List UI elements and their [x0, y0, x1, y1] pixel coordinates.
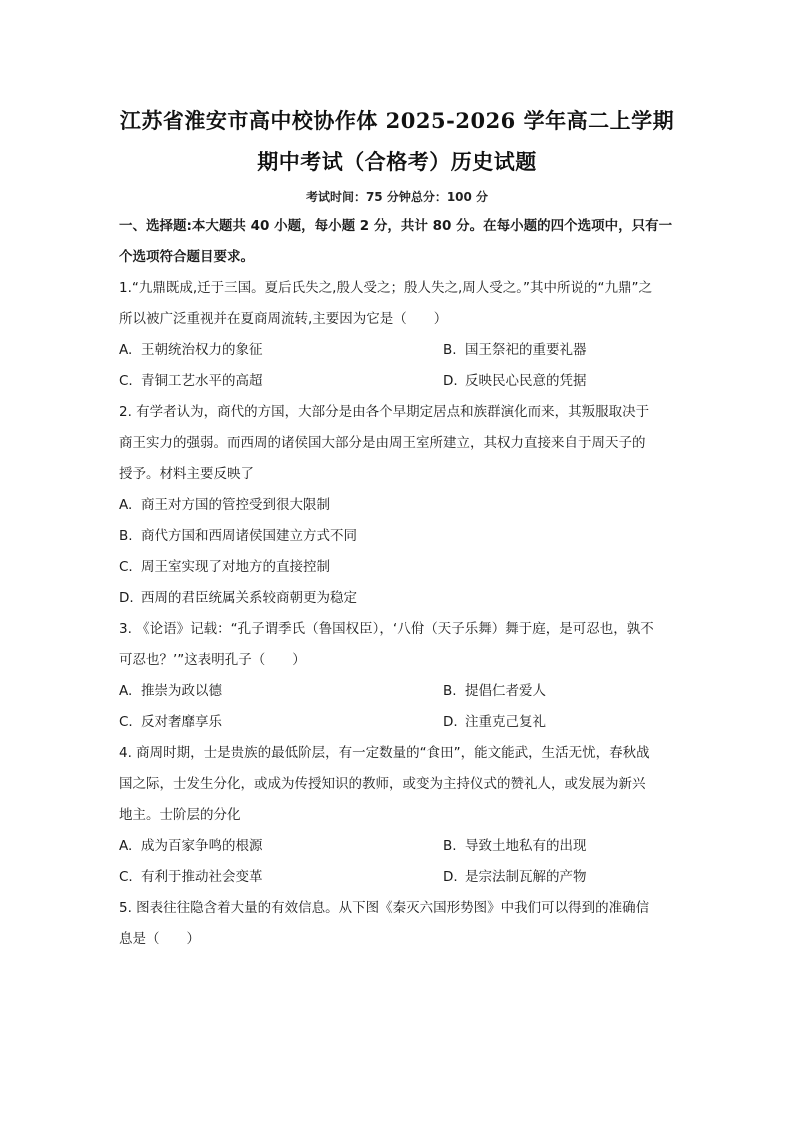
option-letter: B. — [119, 528, 133, 544]
question-3 — [119, 614, 679, 738]
option-text: 注重克己复礼 — [465, 714, 546, 730]
question-stem-line: 5. 图表往往隐含着大量的有效信息。从下图《秦灭六国形势图》中我们可以得到的准确信 — [119, 900, 650, 916]
option-text: 成为百家争鸣的根源 — [141, 838, 263, 854]
question-stem-line: 所以被广泛重视并在夏商周流转,主要因为它是（ ） — [119, 311, 448, 327]
question-stem-line: 1.“九鼎既成,迁于三国。夏后氏失之,殷人受之；殷人失之,周人受之。”其中所说的“九鼎”之 — [119, 280, 652, 296]
question-stem-line: 可忍也？’”这表明孔子（ ） — [119, 652, 306, 668]
option-letter: A. — [119, 838, 133, 854]
option-letter: D. — [119, 590, 134, 606]
option-text: 提倡仁者爱人 — [465, 683, 546, 699]
question-5 — [119, 893, 679, 955]
question-stem-line: 3. 《论语》记载：“孔子谓季氏（鲁国权臣），‘八佾（天子乐舞）舞于庭，是可忍也，孰不 — [119, 621, 654, 637]
option-d[interactable] — [443, 366, 587, 397]
option-letter: B. — [443, 683, 457, 699]
option-letter: C. — [119, 559, 133, 575]
option-letter: D. — [443, 373, 458, 389]
exam-title-line1: 江苏省淮安市高中校协作体 2025-2026 学年高二上学期 — [119, 108, 675, 133]
option-text: 推崇为政以德 — [141, 683, 222, 699]
option-text: 导致土地私有的出现 — [465, 838, 587, 854]
question-stem-line: 授予。材料主要反映了 — [119, 466, 254, 482]
option-a[interactable] — [119, 831, 263, 862]
option-letter: A. — [119, 497, 133, 513]
question-4 — [119, 738, 679, 893]
question-stem-line: 2. 有学者认为，商代的方国，大部分是由各个早期定居点和族群演化而来，其叛服取决于 — [119, 404, 650, 420]
option-text: 青铜工艺水平的高超 — [141, 373, 263, 389]
exam-meta: 考试时间：75 分钟总分：100 分 — [305, 190, 489, 204]
option-text: 王朝统治权力的象征 — [141, 342, 263, 358]
option-a[interactable] — [119, 335, 263, 366]
question-stem-line: 商王实力的强弱。而西周的诸侯国大部分是由周王室所建立，其权力直接来自于周天子的 — [119, 435, 646, 451]
exam-title-line2: 期中考试（合格考）历史试题 — [257, 149, 537, 174]
option-text: 国王祭祀的重要礼器 — [465, 342, 587, 358]
question-stem-line: 国之际，士发生分化，或成为传授知识的教师，或变为主持仪式的赞礼人，或发展为新兴 — [119, 776, 646, 792]
option-c[interactable] — [119, 862, 263, 893]
question-stem-line: 息是（ ） — [119, 931, 200, 947]
option-text: 周王室实现了对地方的直接控制 — [141, 559, 330, 575]
question-stem-line: 4. 商周时期，士是贵族的最低阶层，有一定数量的“食田”，能文能武，生活无忧，春秋战 — [119, 745, 650, 761]
option-letter: D. — [443, 714, 458, 730]
option-c[interactable] — [119, 366, 263, 397]
option-b[interactable] — [119, 521, 679, 552]
option-text: 西周的君臣统属关系较商朝更为稳定 — [141, 590, 357, 606]
option-letter: C. — [119, 714, 133, 730]
option-d[interactable] — [443, 862, 587, 893]
option-text: 商代方国和西周诸侯国建立方式不同 — [141, 528, 357, 544]
option-text: 反映民心民意的凭据 — [465, 373, 587, 389]
option-text: 有利于推动社会变革 — [141, 869, 263, 885]
section-header-line: 一、选择题:本大题共 40 小题，每小题 2 分，共计 80 分。在每小题的四个选项中，只有一 — [119, 218, 673, 234]
option-letter: B. — [443, 838, 457, 854]
option-letter: D. — [443, 869, 458, 885]
question-stem-line: 地主。士阶层的分化 — [119, 807, 241, 823]
option-d[interactable] — [119, 583, 679, 614]
option-letter: C. — [119, 373, 133, 389]
option-d[interactable] — [443, 707, 546, 738]
option-text: 反对奢靡享乐 — [141, 714, 222, 730]
option-c[interactable] — [119, 707, 222, 738]
question-content — [119, 211, 679, 955]
option-text: 是宗法制瓦解的产物 — [465, 869, 587, 885]
option-b[interactable] — [443, 335, 587, 366]
option-letter: A. — [119, 683, 133, 699]
option-b[interactable] — [443, 676, 546, 707]
option-letter: C. — [119, 869, 133, 885]
option-c[interactable] — [119, 552, 679, 583]
option-letter: A. — [119, 342, 133, 358]
section-header-line: 个选项符合题目要求。 — [119, 249, 254, 265]
option-b[interactable] — [443, 831, 587, 862]
option-text: 商王对方国的管控受到很大限制 — [141, 497, 330, 513]
option-a[interactable] — [119, 676, 222, 707]
option-a[interactable] — [119, 490, 679, 521]
question-2 — [119, 397, 679, 614]
question-1 — [119, 273, 679, 397]
option-letter: B. — [443, 342, 457, 358]
